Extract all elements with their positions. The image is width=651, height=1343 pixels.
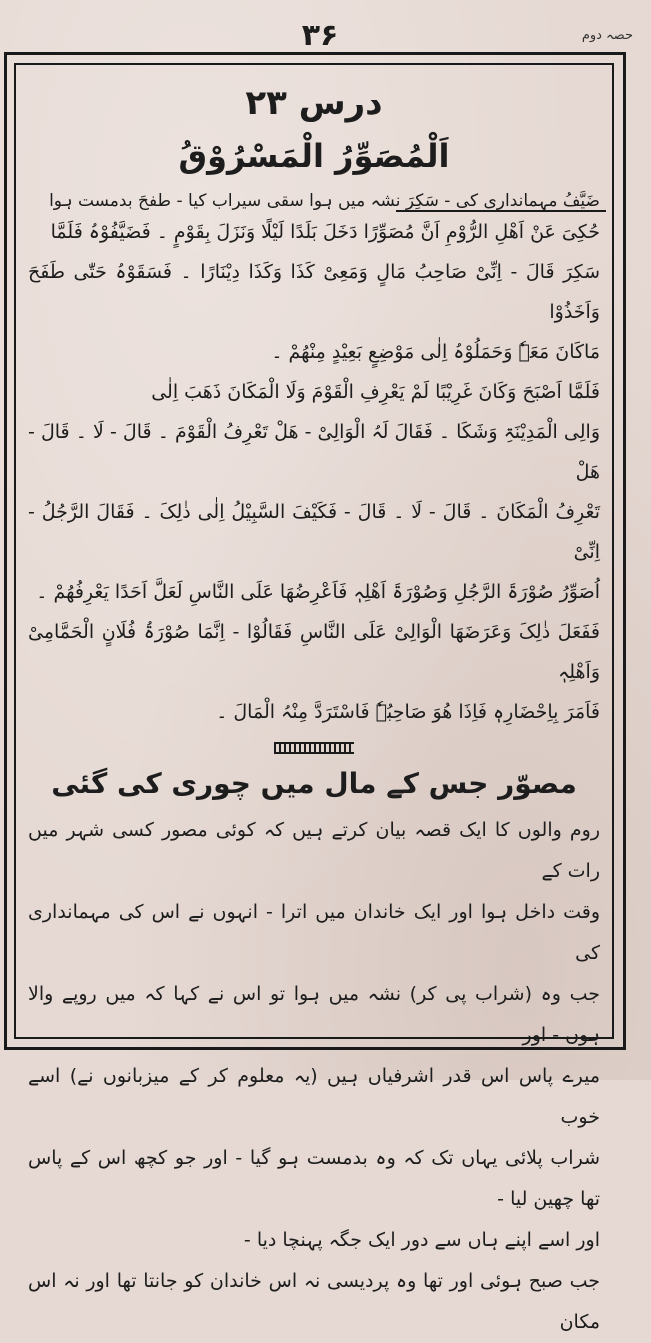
arabic-line: فَفَعَلَ ذٰلِکَ وَعَرَضَھَا الْوَالِیْ عَلَی النَّاسِ فَقَالُوْا - اِنَّمَا صُوْرَۃُ فُلَانٍ الْحَمَّامِیْ وَاَھْلِہٖ [28, 621, 600, 683]
translation-line: روم والوں کا ایک قصہ بیان کرتے ہیں کہ کوئی مصور کسی شہر میں رات کے [28, 819, 600, 882]
arabic-heading: اَلْمُصَوِّرُ الْمَسْرُوْقُ [178, 137, 450, 175]
page-content [22, 70, 606, 1333]
translation-line: وقت داخل ہوا اور ایک خاندان میں اترا - انہوں نے اس کی مہمانداری کی [28, 901, 600, 964]
translation-line: اور اسے اپنے ہاں سے دور ایک جگہ پہنچا دیا - [243, 1229, 600, 1251]
translation-line: جب صبح ہوئی اور تھا وہ پردیسی نہ اس خاندان کو جانتا تھا اور نہ اس مکان [28, 1270, 600, 1333]
arabic-line: اُصَوِّرُ صُوْرَۃَ الرَّجُلِ وَصُوْرَۃَ اَھْلِہٖ فَاَعْرِضُھَا عَلَی النَّاسِ لَعَلَّ اَحَدًا یَعْرِفُھُمْ ۔ [36, 581, 600, 603]
ornament-divider [274, 742, 354, 754]
translation-line: میرے پاس اس قدر اشرفیاں ہیں (یہ معلوم کر کے میزبانوں نے) اسے خوب [28, 1065, 600, 1128]
translation-heading: مصوّر جس کے مال میں چوری کی گئی [51, 767, 577, 800]
arabic-line: حُکِیَ عَنْ اَھْلِ الرُّوْمِ اَنَّ مُصَوِّرًا دَخَلَ بَلَدًا لَیْلًا وَنَزَلَ بِقَوْمٍ ۔ فَضَیَّفُوْہُ فَلَمَّا [50, 221, 600, 243]
arabic-line: مَاکَانَ مَعَہٗ وَحَمَلُوْہُ اِلٰی مَوْضِعٍ بَعِیْدٍ مِنْھُمْ ۔ [271, 341, 600, 363]
arabic-line: وَالِی الْمَدِیْنَۃِ وَشَکَا ۔ فَقَالَ لَہُ الْوَالِیْ - ھَلْ تَعْرِفُ الْقَوْمَ ۔ قَالَ - لَا ۔ قَالَ - ھَلْ [28, 421, 600, 483]
arabic-line: سَکِرَ قَالَ - اِنِّیْ صَاحِبُ مَالٍ وَمَعِیْ کَذَا وَکَذَا دِیْنَارًا ۔ فَسَقَوْہُ حَتّٰی طَفَحَ وَاَخَذُوْا [28, 261, 600, 323]
arabic-line: فَاَمَرَ بِاِحْضَارِہٖ فَاِذَا ھُوَ صَاحِبُہٗ فَاسْتَرَدَّ مِنْہُ الْمَالَ ۔ [216, 701, 600, 723]
section-label: حصہ دوم [581, 28, 633, 43]
arabic-line: تَعْرِفُ الْمَکَانَ ۔ قَالَ - لَا ۔ قَالَ - فَکَیْفَ السَّبِیْلُ اِلٰی ذٰلِکَ ۔ فَقَالَ الرَّجُلُ - اِنِّیْ [28, 501, 600, 563]
page-number: ۳۶ [301, 18, 339, 53]
arabic-line: فَلَمَّا اَصْبَحَ وَکَانَ غَرِیْبًا لَمْ یَعْرِفِ الْقَوْمَ وَلَا الْمَکَانَ ذَھَبَ اِلٰی [151, 381, 600, 403]
translation-text [22, 810, 606, 1343]
translation-line: جب وہ (شراب پی کر) نشہ میں ہوا تو اس نے کہا کہ میں روپے والا ہوں - اور [28, 983, 600, 1046]
translation-line: شراب پلائی یہاں تک کہ وہ بدمست ہو گیا - اور جو کچھ اس کے پاس تھا چھین لیا - [28, 1147, 600, 1210]
vocabulary-line: ضَیَّفُ مہمانداری کی - سَکِرَ نشہ میں ہوا سقی سیراب کیا - طفحَ بدمست ہوا [49, 191, 600, 211]
arabic-text [22, 212, 606, 732]
lesson-title: درس ۲۳ [245, 83, 383, 123]
